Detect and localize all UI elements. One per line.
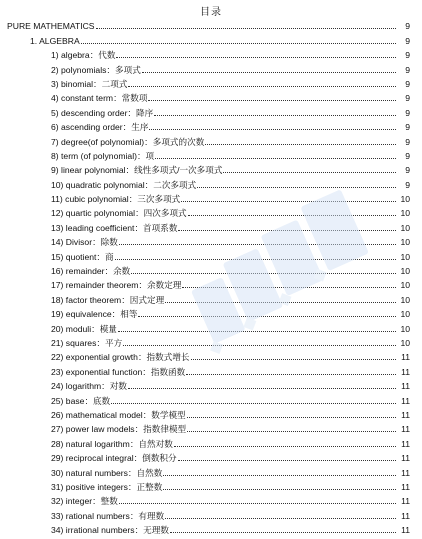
dot-leader	[128, 388, 396, 389]
toc-entry-label: 4) constant term：常数项	[51, 93, 148, 104]
toc-page-number: 9	[405, 50, 410, 61]
toc-entry-label: 20) moduli：模量	[51, 323, 117, 334]
toc-entry-label: 19) equivalence：相等	[51, 309, 138, 320]
toc-page-number: 9	[405, 122, 410, 133]
page-title: 目录	[200, 7, 222, 18]
toc-page-number: 11	[401, 409, 410, 420]
toc-entry[interactable]	[0, 89, 422, 103]
toc-entry[interactable]	[0, 319, 422, 333]
toc-entry-label: 33) rational numbers：有理数	[51, 510, 165, 521]
toc-entry-label: 1) algebra：代数	[51, 50, 116, 61]
toc-page-number: 10	[400, 251, 410, 262]
toc-entry[interactable]	[0, 204, 422, 218]
toc-entry-label: 18) factor theorem：因式定理	[51, 294, 165, 305]
toc-entry[interactable]	[0, 247, 422, 261]
toc-entry[interactable]	[0, 377, 422, 391]
toc-entry-label: 11) cubic polynomial：三次多项式	[51, 194, 181, 205]
toc-entry-label: 6) ascending order：生序	[51, 122, 149, 133]
toc-entry[interactable]	[0, 103, 422, 117]
toc-entry[interactable]	[0, 276, 422, 290]
toc-entry[interactable]	[0, 406, 422, 420]
toc-page-number: 9	[405, 165, 410, 176]
toc-page-number: 11	[401, 510, 410, 521]
dot-leader	[197, 187, 396, 188]
dot-leader	[165, 302, 396, 303]
toc-page-number: 11	[401, 481, 410, 492]
toc-entry[interactable]	[0, 420, 422, 434]
toc-entry-label: 23) exponential function：指数函数	[51, 366, 186, 377]
toc-page-number: 11	[401, 453, 410, 464]
toc-page-number: 9	[405, 35, 410, 46]
toc-entry-label: 7) degree(of polynomial)：多项式的次数	[51, 136, 205, 147]
toc-entry-label: 24) logarithm：对数	[51, 381, 127, 392]
dot-leader	[148, 100, 396, 101]
toc-entry-label: 13) leading coefficient：首项系数	[51, 222, 178, 233]
dot-leader	[191, 359, 396, 360]
toc-entry[interactable]	[0, 305, 422, 319]
toc-entry[interactable]	[0, 334, 422, 348]
toc-entry[interactable]	[0, 449, 422, 463]
toc-page-number: 10	[400, 266, 410, 277]
toc-entry-label: 12) quartic polynomial：四次多项式	[51, 208, 187, 219]
table-of-contents	[0, 17, 422, 535]
dot-leader	[178, 230, 396, 231]
toc-entry[interactable]	[0, 75, 422, 89]
dot-leader	[163, 489, 396, 490]
toc-page-number: 10	[400, 323, 410, 334]
toc-entry-label: 27) power law models：指数律模型	[51, 424, 187, 435]
dot-leader	[142, 72, 396, 73]
toc-page-number: 10	[400, 208, 410, 219]
toc-page-number: 11	[401, 525, 410, 536]
toc-entry-label: 16) remainder：余数	[51, 266, 131, 277]
dot-leader	[170, 532, 396, 533]
toc-page-number: 11	[401, 496, 410, 507]
toc-entry[interactable]	[0, 506, 422, 520]
dot-leader	[154, 115, 396, 116]
toc-entry-label: 29) reciprocal integral：倒数积分	[51, 453, 177, 464]
dot-leader	[188, 215, 396, 216]
toc-page-number: 9	[405, 179, 410, 190]
dot-leader	[187, 417, 396, 418]
toc-page-number: 10	[400, 222, 410, 233]
dot-leader	[186, 374, 396, 375]
toc-page-number: 10	[400, 280, 410, 291]
toc-page-number: 11	[401, 467, 410, 478]
toc-page-number: 11	[401, 381, 410, 392]
toc-entry-label: 21) squares：平方	[51, 337, 123, 348]
dot-leader	[178, 460, 396, 461]
toc-entry-label: 30) natural numbers：自然数	[51, 467, 163, 478]
toc-entry-label: 17) remainder theorem：余数定理	[51, 280, 182, 291]
toc-entry[interactable]	[0, 132, 422, 146]
toc-page-number: 11	[401, 352, 410, 363]
dot-leader	[181, 201, 396, 202]
toc-entry-label: 8) term (of polynomial)：项	[51, 150, 155, 161]
dot-leader	[163, 475, 396, 476]
toc-page-number: 11	[401, 366, 410, 377]
toc-page-number: 9	[405, 107, 410, 118]
toc-entry[interactable]	[0, 17, 422, 31]
dot-leader	[131, 273, 396, 274]
dot-leader	[118, 331, 396, 332]
toc-page-number: 9	[405, 21, 410, 32]
dot-leader	[174, 446, 396, 447]
toc-entry[interactable]	[0, 348, 422, 362]
toc-page-number: 10	[400, 337, 410, 348]
toc-page-number: 10	[400, 294, 410, 305]
toc-page-number: 9	[405, 136, 410, 147]
toc-entry[interactable]	[0, 46, 422, 60]
toc-entry[interactable]	[0, 147, 422, 161]
toc-entry-label: 34) irrational numbers：无理数	[51, 525, 169, 536]
toc-page-number: 10	[400, 237, 410, 248]
toc-entry-label: 26) mathematical model：数学模型	[51, 409, 186, 420]
toc-entry[interactable]	[0, 175, 422, 189]
toc-page-number: 9	[405, 93, 410, 104]
toc-entry-label: 9) linear polynomial：线性多项式/一次多项式	[51, 165, 223, 176]
toc-entry-label: 22) exponential growth：指数式增长	[51, 352, 190, 363]
dot-leader	[96, 28, 396, 29]
toc-entry-label: 32) integer：整数	[51, 496, 118, 507]
dot-leader	[187, 431, 396, 432]
dot-leader	[223, 172, 396, 173]
toc-entry-label: 2) polynomials：多项式	[51, 64, 141, 75]
toc-entry[interactable]	[0, 478, 422, 492]
dot-leader	[116, 57, 396, 58]
toc-entry-label: 15) quotient：商	[51, 251, 114, 262]
dot-leader	[123, 345, 396, 346]
toc-entry[interactable]	[0, 262, 422, 276]
dot-leader	[155, 158, 396, 159]
toc-entry-label: 25) base：底数	[51, 395, 111, 406]
toc-entry[interactable]	[0, 60, 422, 74]
toc-page-number: 11	[401, 395, 410, 406]
toc-page-number: 11	[401, 424, 410, 435]
toc-entry[interactable]	[0, 31, 422, 45]
toc-entry[interactable]	[0, 492, 422, 506]
toc-entry[interactable]	[0, 161, 422, 175]
toc-entry[interactable]	[0, 434, 422, 448]
toc-entry[interactable]	[0, 290, 422, 304]
toc-page-number: 10	[400, 194, 410, 205]
dot-leader	[111, 403, 396, 404]
dot-leader	[165, 518, 396, 519]
toc-entry-label: 14) Divisor：除数	[51, 237, 118, 248]
toc-entry[interactable]	[0, 190, 422, 204]
dot-leader	[149, 129, 396, 130]
toc-entry[interactable]	[0, 233, 422, 247]
toc-entry-label: 10) quadratic polynomial：二次多项式	[51, 179, 197, 190]
dot-leader	[81, 43, 396, 44]
toc-page-number: 9	[405, 64, 410, 75]
toc-entry[interactable]	[0, 362, 422, 376]
toc-entry-label: 3) binomial：二项式	[51, 78, 128, 89]
toc-entry-label: 5) descending order：降序	[51, 107, 154, 118]
dot-leader	[119, 244, 396, 245]
dot-leader	[182, 287, 396, 288]
toc-entry-label: 28) natural logarithm：自然对数	[51, 438, 173, 449]
toc-entry[interactable]	[0, 118, 422, 132]
dot-leader	[128, 86, 396, 87]
toc-entry-label: PURE MATHEMATICS	[7, 21, 95, 32]
dot-leader	[138, 316, 396, 317]
toc-entry[interactable]	[0, 218, 422, 232]
toc-entry[interactable]	[0, 391, 422, 405]
toc-entry[interactable]	[0, 463, 422, 477]
dot-leader	[115, 259, 396, 260]
toc-entry[interactable]	[0, 521, 422, 535]
toc-entry-label: 1. ALGEBRA	[30, 35, 80, 46]
toc-page-number: 11	[401, 438, 410, 449]
toc-page-number: 9	[405, 150, 410, 161]
toc-page-number: 10	[400, 309, 410, 320]
dot-leader	[205, 144, 396, 145]
toc-entry-label: 31) positive integers：正整数	[51, 481, 163, 492]
dot-leader	[119, 503, 396, 504]
toc-page-number: 9	[405, 78, 410, 89]
